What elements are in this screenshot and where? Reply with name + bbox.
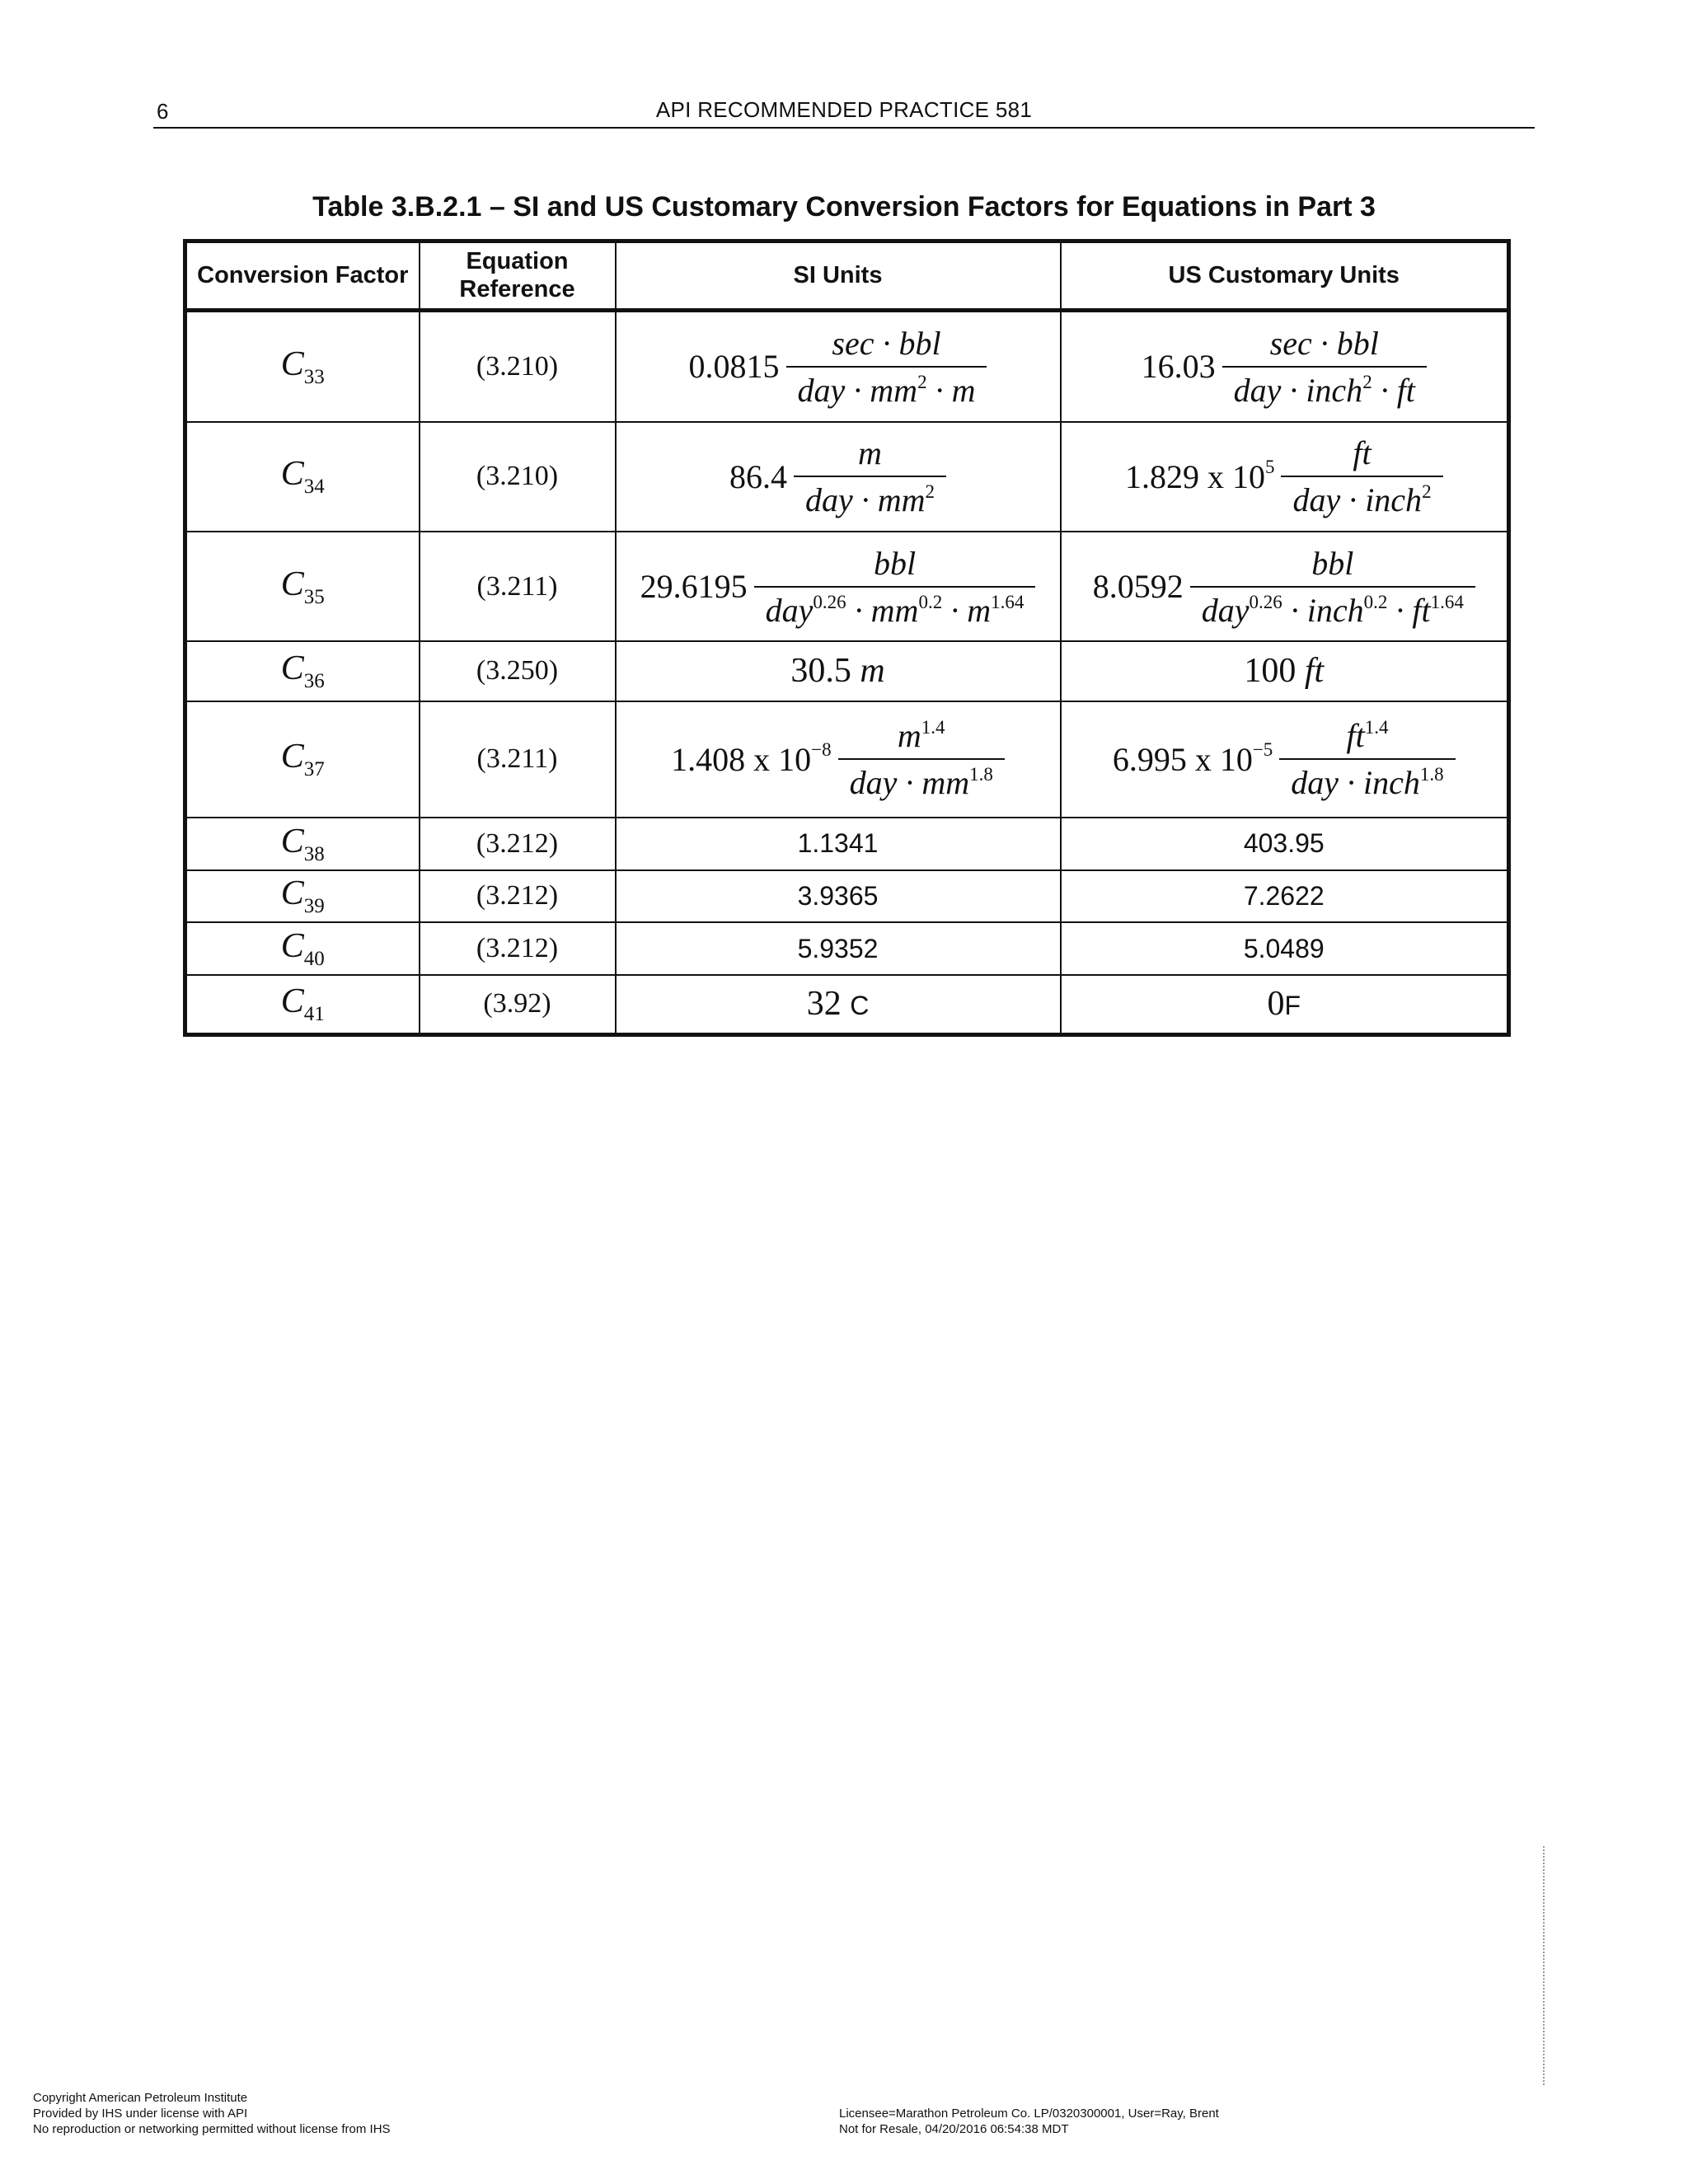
us-units-cell: 0F	[1061, 975, 1509, 1035]
table-row	[185, 975, 1509, 1035]
table-row	[185, 641, 1509, 701]
footer-copyright	[33, 2090, 391, 2137]
us-units-cell: 1.829 x $10^5$ $\frac{ft}{day \cdot inch^2}$	[1061, 422, 1509, 532]
column-header-equation-reference: Equation Reference	[420, 241, 616, 311]
equation-reference-cell: (3.212)	[420, 870, 616, 923]
factor-cell: $C_{34}$	[185, 422, 420, 532]
footer-line: Not for Resale, 04/20/2016 06:54:38 MDT	[839, 2122, 1069, 2136]
si-units-cell: 1.1341	[616, 818, 1061, 870]
footer-license	[839, 2106, 1219, 2137]
factor-cell: $C_{39}$	[185, 870, 420, 923]
column-header-conversion-factor: Conversion Factor	[185, 241, 420, 311]
si-units-cell: 32 C	[616, 975, 1061, 1035]
table-row	[185, 311, 1509, 422]
si-units-cell: 86.4 $\frac{m}{day \cdot mm^2}$	[616, 422, 1061, 532]
equation-reference-cell: (3.211)	[420, 701, 616, 818]
factor-cell: $C_{33}$	[185, 311, 420, 422]
us-units-cell: 7.2622	[1061, 870, 1509, 923]
table-row	[185, 422, 1509, 532]
si-units-cell: 30.5 m	[616, 641, 1061, 701]
table-row	[185, 922, 1509, 975]
running-header: API RECOMMENDED PRACTICE 581	[655, 97, 1033, 122]
si-units-cell: 3.9365	[616, 870, 1061, 923]
column-header-si-units: SI Units	[616, 241, 1061, 311]
factor-cell: $C_{36}$	[185, 641, 420, 701]
footer-line: Copyright American Petroleum Institute	[33, 2091, 248, 2105]
conversion-factor-table	[183, 239, 1511, 1037]
column-header-us-units: US Customary Units	[1061, 241, 1509, 311]
equation-reference-cell: (3.212)	[420, 922, 616, 975]
factor-cell: $C_{37}$	[185, 701, 420, 818]
equation-reference-cell: (3.250)	[420, 641, 616, 701]
si-units-cell: 5.9352	[616, 922, 1061, 975]
factor-cell: $C_{38}$	[185, 818, 420, 870]
table-row	[185, 532, 1509, 641]
us-units-cell: 100 ft	[1061, 641, 1509, 701]
footer-line: Provided by IHS under license with API	[33, 2107, 248, 2121]
page-number: 6	[157, 99, 169, 124]
us-units-cell: 6.995 x $10^{-5}$ $\frac{ft^{1.4}}{day \cdot inch^{1.8}}$	[1061, 701, 1509, 818]
equation-reference-cell: (3.210)	[420, 422, 616, 532]
si-units-cell: 29.6195 $\frac{\text{bbl}}{day^{0.26} \cdot mm^{0.2} \cdot m^{1.64}}$	[616, 532, 1061, 641]
us-units-cell: 403.95	[1061, 818, 1509, 870]
table-row	[185, 818, 1509, 870]
us-units-cell: 16.03 $\frac{\text{sec · bbl}}{day \cdot inch^2 \cdot ft}$	[1061, 311, 1509, 422]
table-title: Table 3.B.2.1 – SI and US Customary Conversion Factors for Equations in Part 3	[312, 191, 1376, 223]
factor-cell: $C_{35}$	[185, 532, 420, 641]
equation-reference-cell: (3.212)	[420, 818, 616, 870]
table-row	[185, 701, 1509, 818]
table-row	[185, 870, 1509, 923]
footer-line: No reproduction or networking permitted without license from IHS	[33, 2122, 391, 2136]
equation-reference-cell: (3.210)	[420, 311, 616, 422]
equation-reference-cell: (3.211)	[420, 532, 616, 641]
equation-reference-cell: (3.92)	[420, 975, 616, 1035]
footer-line: Licensee=Marathon Petroleum Co. LP/0320300001, User=Ray, Brent	[839, 2107, 1219, 2121]
us-units-cell: 5.0489	[1061, 922, 1509, 975]
margin-marks	[1543, 1846, 1547, 2085]
us-units-cell: 8.0592 $\frac{\text{bbl}}{day^{0.26} \cdot inch^{0.2} \cdot ft^{1.64}}$	[1061, 532, 1509, 641]
si-units-cell: 1.408 x $10^{-8}$ $\frac{m^{1.4}}{day \cdot mm^{1.8}}$	[616, 701, 1061, 818]
factor-cell: $C_{40}$	[185, 922, 420, 975]
factor-cell: $C_{41}$	[185, 975, 420, 1035]
si-units-cell: 0.0815 $\frac{\text{sec · bbl}}{day \cdot mm^2 \cdot m}$	[616, 311, 1061, 422]
table-header-row	[185, 241, 1509, 311]
header-rule	[153, 127, 1535, 129]
